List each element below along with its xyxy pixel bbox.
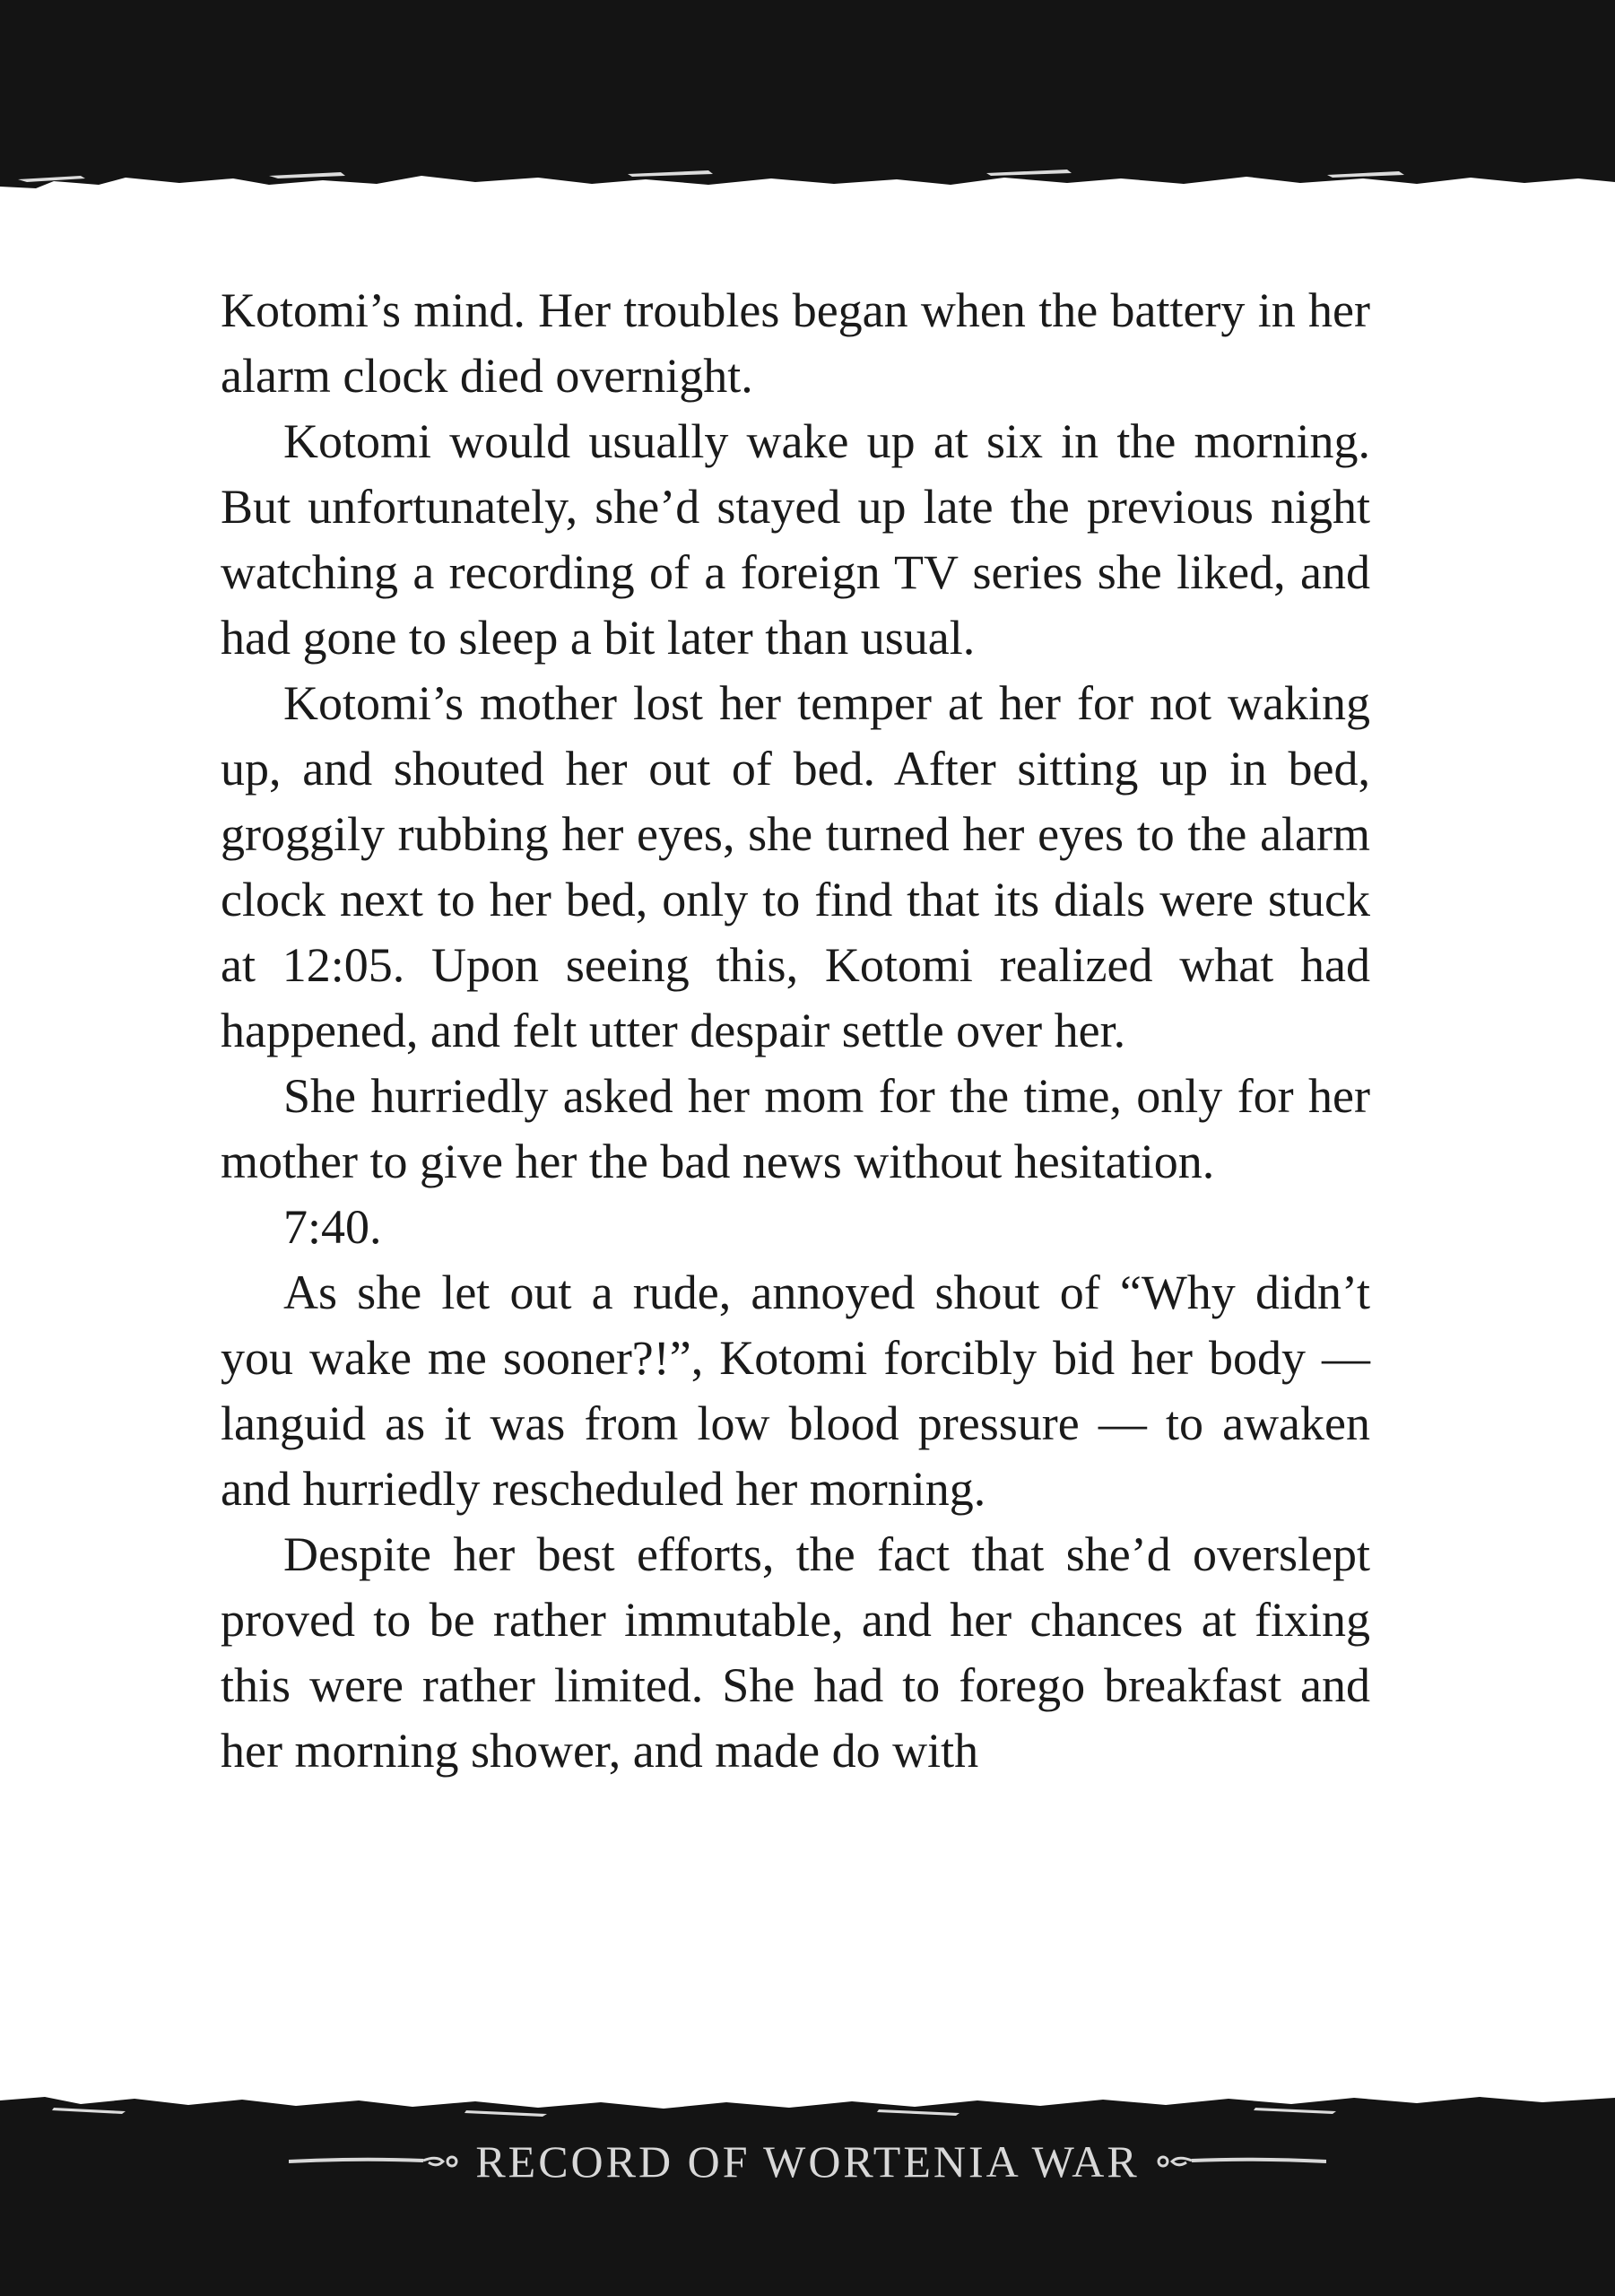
paragraph: Despite her best efforts, the fact that she’d overslept proved to be rather immutable, and her chances at fixing this were rather limited. She had to forego breakfast and her morning shower, and made do with: [221, 1527, 1370, 1778]
left-flourish-icon: [289, 2148, 459, 2175]
paragraph: 7:40.: [283, 1200, 382, 1254]
paragraph: Kotomi’s mother lost her temper at her for not waking up, and shouted her out of bed. After sitting up in bed, groggily rubbing her eyes, she turned her eyes to the alarm clock next to her bed, only to find that its dials were stuck at 12:05. Upon seeing this, Kotomi realized what had happened, and felt utter despair settle over her.: [221, 676, 1370, 1057]
top-brush-border: [0, 0, 1615, 206]
paragraph: Kotomi would usually wake up at six in the morning. But unfortunately, she’d stayed up late the previous night watching a recording of a foreign TV series she liked, and had gone to sleep a bit later than usual.: [221, 414, 1370, 665]
page-body-text: [221, 278, 1370, 2036]
paragraph: She hurriedly asked her mom for the time, only for her mother to give her the bad news without hesitation.: [221, 1069, 1370, 1188]
book-title: RECORD OF WORTENIA WAR: [475, 2136, 1140, 2187]
running-footer: [0, 2130, 1615, 2193]
right-flourish-icon: [1156, 2148, 1326, 2175]
paragraph: As she let out a rude, annoyed shout of “Why didn’t you wake me sooner?!”, Kotomi forcibly bid her body — languid as it was from low blood pressure — to awaken and hurriedly rescheduled her morning.: [221, 1265, 1370, 1516]
paragraph: Kotomi’s mind. Her troubles began when the battery in her alarm clock died overnight.: [221, 283, 1370, 403]
top-brush-stroke: [0, 0, 1615, 206]
